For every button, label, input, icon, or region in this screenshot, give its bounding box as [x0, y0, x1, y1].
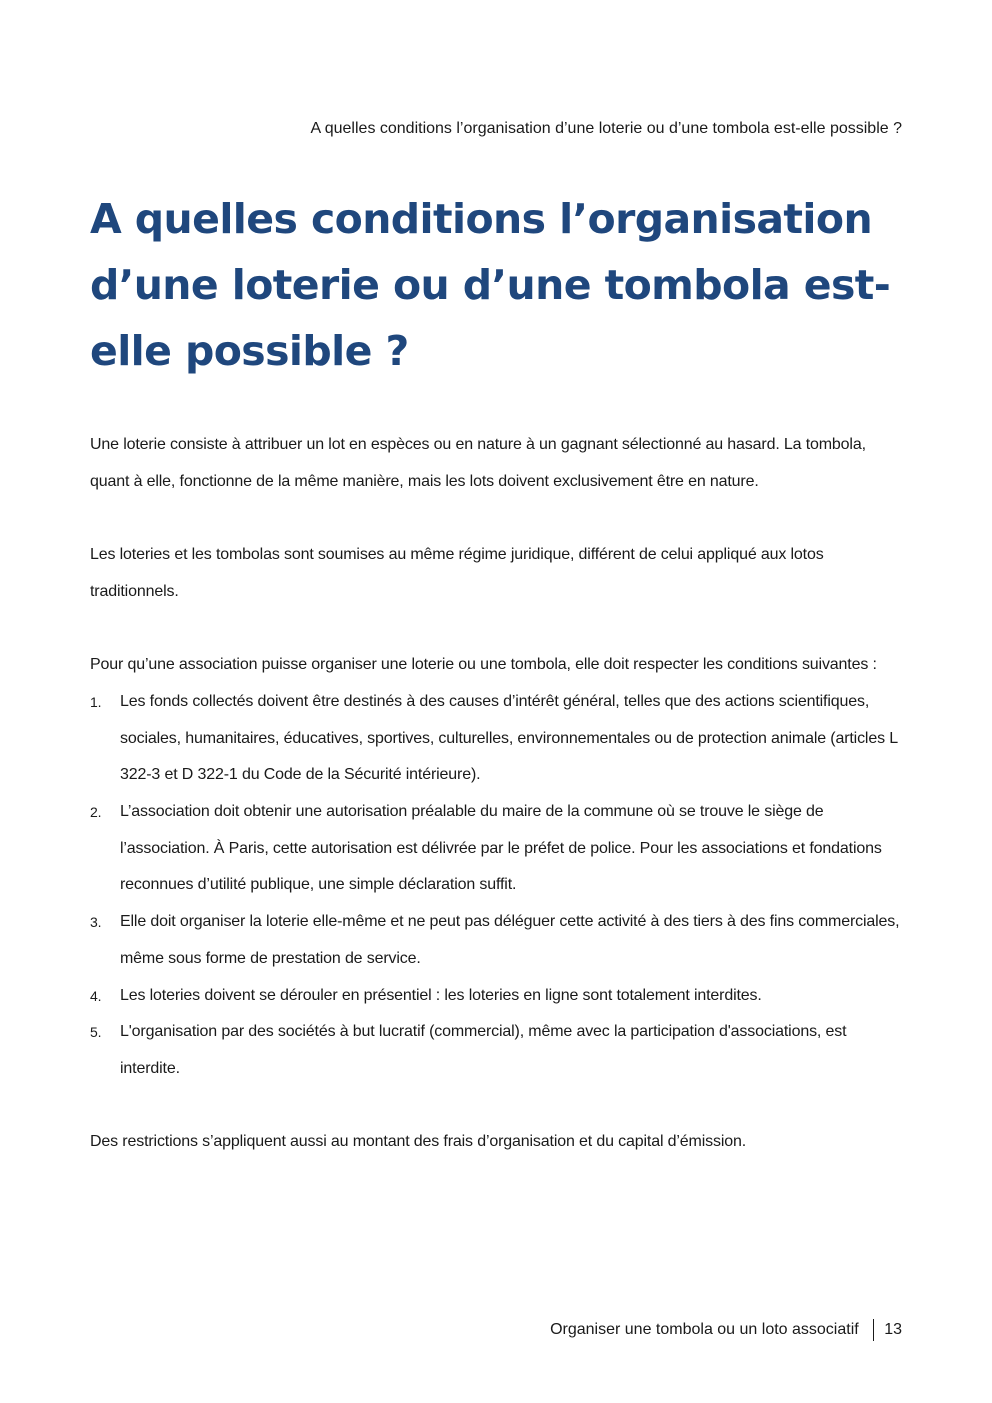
paragraph-definition: Une loterie consiste à attribuer un lot en espèces ou en nature à un gagnant sélectionné au hasard. La tombola, quant à elle, fonctionne de la même manière, mais les lots doivent exclusivement être en nature. [90, 436, 866, 490]
list-item-number: 2. [90, 804, 102, 820]
list-item-number: 1. [90, 693, 102, 710]
page-footer [550, 1318, 902, 1342]
footer-divider [873, 1319, 875, 1341]
footer-document-title: Organiser une tombola ou un loto associatif [550, 1321, 859, 1338]
page-body [90, 427, 902, 1161]
list-item-text: L'organisation par des sociétés à but lucratif (commercial), même avec la participation d'associations, est interdite. [120, 1023, 847, 1077]
page-title: A quelles conditions l’organisation d’une loterie ou d’une tombola est-elle possible ? [90, 195, 891, 375]
running-header: A quelles conditions l’organisation d’une loterie ou d’une tombola est-elle possible ? [310, 120, 902, 137]
paragraph-legal-regime: Les loteries et les tombolas sont soumises au même régime juridique, différent de celui appliqué aux lotos traditionnels. [90, 546, 824, 600]
page-number: 13 [884, 1321, 902, 1338]
list-item-number: 4. [90, 987, 102, 1004]
list-item [90, 904, 902, 977]
list-item-text: Les loteries doivent se dérouler en présentiel : les loteries en ligne sont totalement interdites. [120, 986, 762, 1004]
list-item-text: L’association doit obtenir une autorisation préalable du maire de la commune où se trouve le siège de l’association. À Paris, cette autorisation est délivrée par le préfet de police. Pour les associations et fondations reconnues d’utilité publique, une simple déclaration suffit. [120, 803, 882, 894]
list-item-text: Les fonds collectés doivent être destinés à des causes d’intérêt général, telles que des actions scientifiques, sociales, humanitaires, éducatives, sportives, culturelles, environnementales ou de protection animale (articles L 322-3 et D 322-1 du Code de la Sécurité intérieure). [120, 692, 898, 784]
list-item-text: Elle doit organiser la loterie elle-même et ne peut pas déléguer cette activité à des tiers à des fins commerciales, même sous forme de prestation de service. [120, 913, 900, 967]
list-item-number: 3. [90, 914, 102, 931]
list-item-number: 5. [90, 1024, 102, 1041]
paragraph-conditions-intro: Pour qu’une association puisse organiser une loterie ou une tombola, elle doit respecter les conditions suivantes : [90, 656, 877, 674]
list-item [90, 978, 902, 1015]
list-item [90, 794, 902, 904]
conditions-list [90, 684, 902, 1088]
list-item [90, 1014, 902, 1087]
paragraph-restrictions: Des restrictions s’appliquent aussi au montant des frais d’organisation et du capital d’émission. [90, 1133, 747, 1151]
list-item [90, 684, 902, 794]
